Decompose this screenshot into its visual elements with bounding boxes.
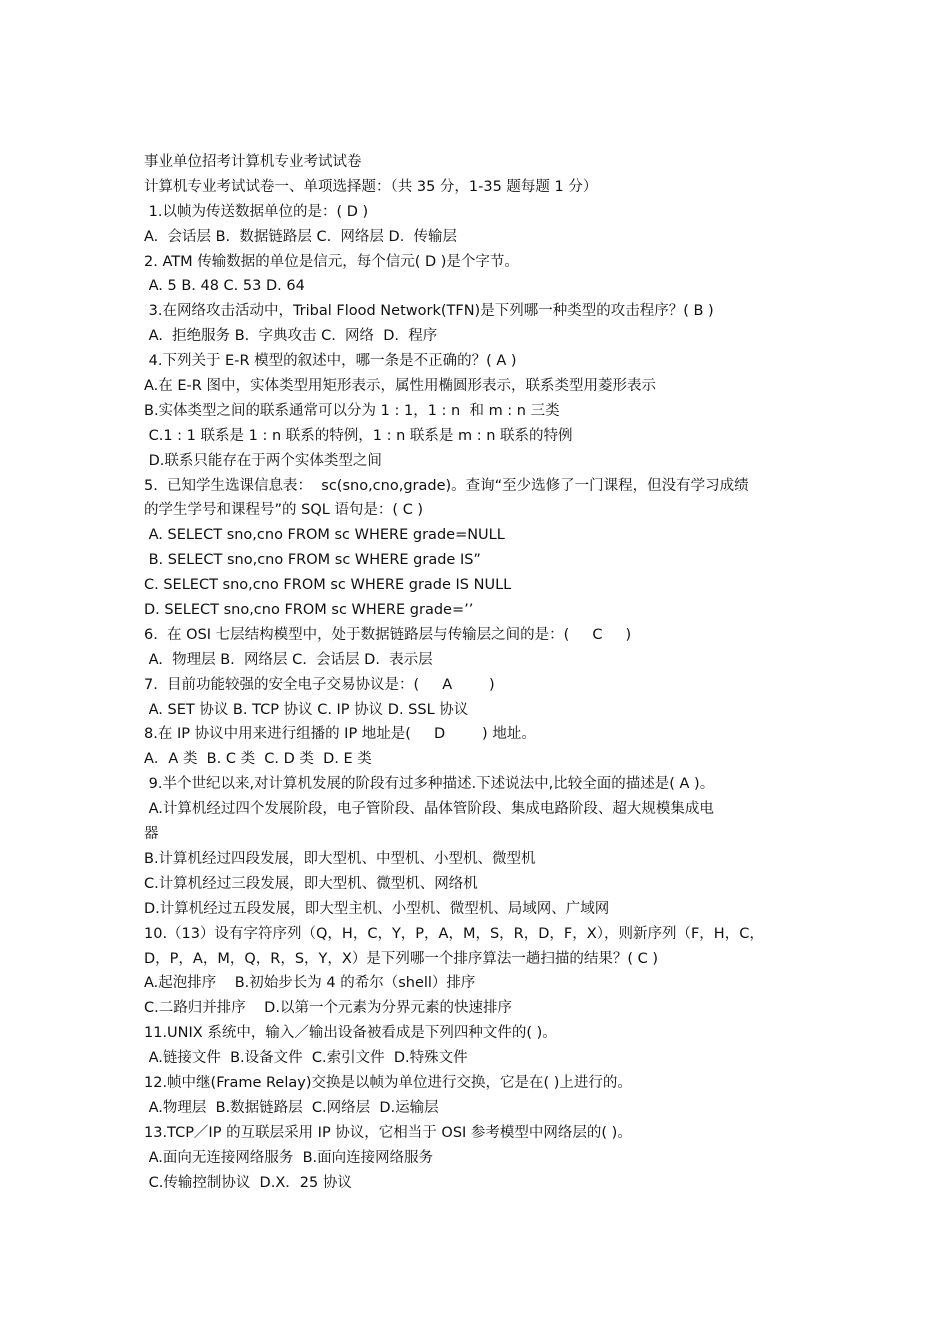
question-12: 12.帧中继(Frame Relay)交换是以帧为单位进行交换，它是在( )上进行的。	[144, 1074, 632, 1091]
question-13: 13.TCP／IP 的互联层采用 IP 协议，它相当于 OSI 参考模型中网络层的( )。	[144, 1124, 632, 1141]
question-13-options-cd: C.传输控制协议 D.X．25 协议	[144, 1174, 352, 1191]
question-3: 3.在网络攻击活动中，Tribal Flood Network(TFN)是下列哪一种类型的攻击程序？( B )	[144, 303, 714, 320]
question-12-options: A.物理层 B.数据链路层 C.网络层 D.运输层	[144, 1099, 439, 1116]
question-6: 6. 在 OSI 七层结构模型中，处于数据链路层与传输层之间的是：( C )	[144, 626, 632, 643]
question-7-options: A. SET 协议 B. TCP 协议 C. IP 协议 D. SSL 协议	[144, 701, 469, 718]
question-9-option-c: C.计算机经过三段发展，即大型机、微型机、网络机	[144, 875, 478, 892]
question-11-options: A.链接文件 B.设备文件 C.索引文件 D.特殊文件	[144, 1050, 468, 1067]
question-9-option-a: A.计算机经过四个发展阶段，电子管阶段、晶体管阶段、集成电路阶段、超大规模集成电	[144, 801, 714, 818]
question-10: 10.（13）设有字符序列（Q，H，C，Y，P，A，M，S，R，D，F，X），则新序列（F，H，C，	[144, 925, 764, 942]
question-9: 9.半个世纪以来,对计算机发展的阶段有过多种描述.下述说法中,比较全面的描述是( A )。	[144, 776, 715, 793]
question-8: 8.在 IP 协议中用来进行组播的 IP 地址是( D ) 地址。	[144, 726, 536, 743]
question-5-option-c: C. SELECT sno,cno FROM sc WHERE grade IS NULL	[144, 577, 512, 594]
document-title: 事业单位招考计算机专业考试试卷	[144, 154, 362, 170]
question-4-option-d: D.联系只能存在于两个实体类型之间	[144, 452, 382, 469]
question-9-option-b: B.计算机经过四段发展，即大型机、中型机、小型机、微型机	[144, 850, 536, 867]
question-4: 4.下列关于 E-R 模型的叙述中，哪一条是不正确的？( A )	[144, 353, 517, 370]
question-11: 11.UNIX 系统中，输入／输出设备被看成是下列四种文件的( )。	[144, 1025, 557, 1042]
question-8-options: A．A 类 B. C 类 C. D 类 D. E 类	[144, 751, 372, 768]
question-5-option-a: A. SELECT sno,cno FROM sc WHERE grade=NULL	[144, 527, 505, 544]
question-1-options: A. 会话层 B. 数据链路层 C. 网络层 D. 传输层	[144, 228, 458, 245]
question-4-option-b: B.实体类型之间的联系通常可以分为 1 : 1，1 : n 和 m : n 三类	[144, 402, 560, 419]
question-1: 1.以帧为传送数据单位的是：( D )	[144, 203, 369, 220]
question-2-options: A. 5 B. 48 C. 53 D. 64	[144, 278, 305, 295]
question-9-option-d: D.计算机经过五段发展，即大型主机、小型机、微型机、局域网、广域网	[144, 900, 610, 917]
section-heading: 计算机专业考试试卷一、单项选择题：（共 35 分，1-35 题每题 1 分）	[144, 178, 598, 195]
question-10-options-ab: A.起泡排序 B.初始步长为 4 的希尔（shell）排序	[144, 975, 476, 992]
question-10-options-cd: C.二路归并排序 D.以第一个元素为分界元素的快速排序	[144, 1000, 512, 1017]
question-3-options: A. 拒绝服务 B. 字典攻击 C. 网络 D. 程序	[144, 328, 438, 345]
question-4-option-a: A.在 E-R 图中，实体类型用矩形表示，属性用椭圆形表示，联系类型用菱形表示	[144, 378, 656, 395]
question-7: 7. 目前功能较强的安全电子交易协议是：( A )	[144, 676, 495, 693]
question-4-option-c: C.1 : 1 联系是 1 : n 联系的特例，1 : n 联系是 m : n 联系的特例	[144, 427, 573, 444]
question-5: 5. 已知学生选课信息表： sc(sno,cno,grade)。查询“至少选修了一门课程，但没有学习成绩	[144, 477, 749, 494]
question-2: 2. ATM 传输数据的单位是信元，每个信元( D )是个字节。	[144, 253, 519, 270]
question-13-options-ab: A.面向无连接网络服务 B.面向连接网络服务	[144, 1149, 434, 1166]
question-5-continued: 的学生学号和课程号”的 SQL 语句是：( C )	[144, 502, 424, 519]
question-9-option-a-continued: 器	[144, 826, 159, 843]
question-10-continued: D，P，A，M，Q，R，S，Y，X）是下列哪一个排序算法一趟扫描的结果？( C )	[144, 950, 658, 967]
document-body	[144, 150, 824, 1195]
question-5-option-d: D. SELECT sno,cno FROM sc WHERE grade=’’	[144, 602, 474, 619]
question-6-options: A. 物理层 B. 网络层 C. 会话层 D. 表示层	[144, 651, 433, 668]
question-5-option-b: B. SELECT sno,cno FROM sc WHERE grade IS”	[144, 552, 481, 569]
